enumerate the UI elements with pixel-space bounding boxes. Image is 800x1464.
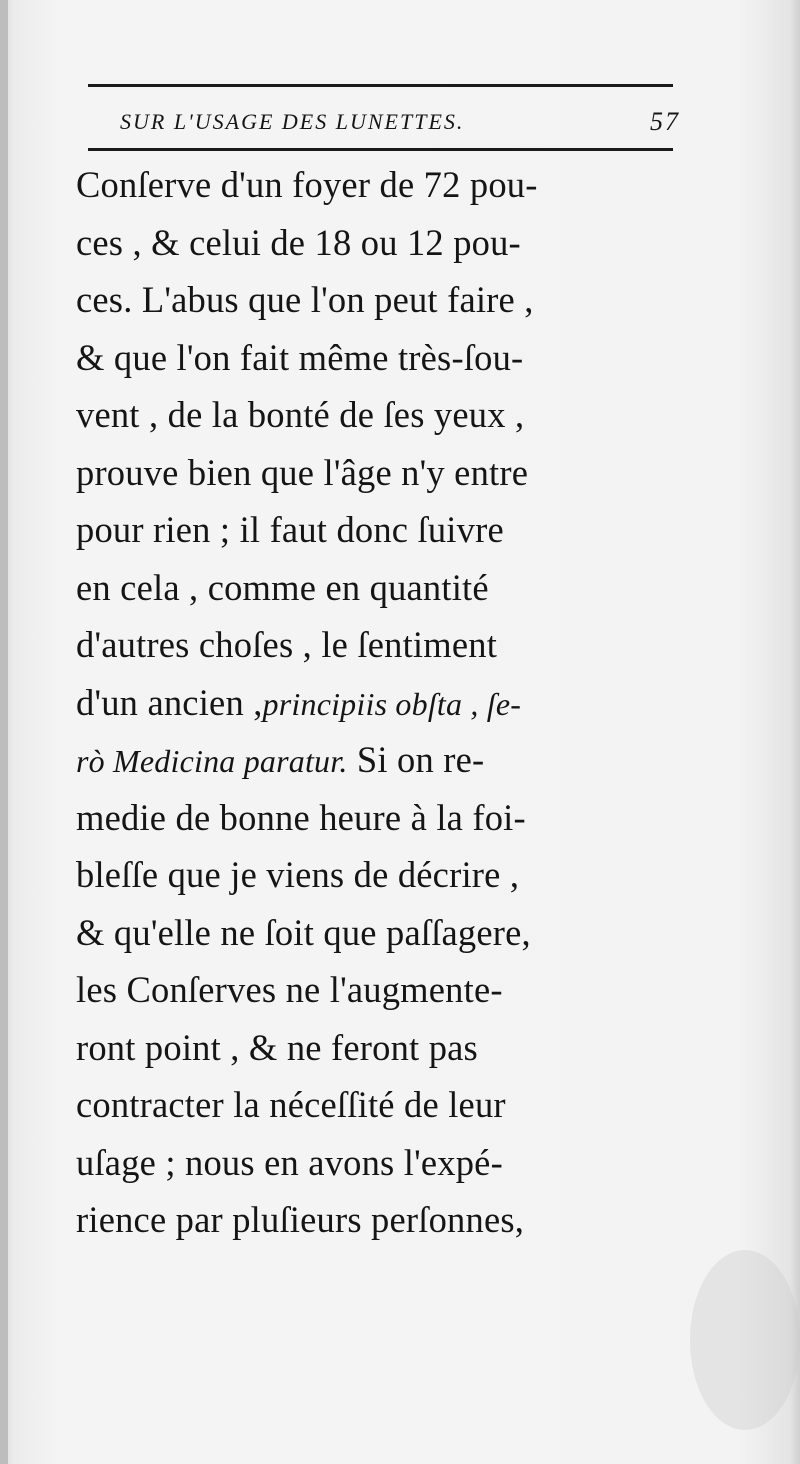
text-line: ces. L'abus que l'on peut faire , xyxy=(76,279,534,320)
header-rule-top xyxy=(88,84,673,87)
text-line: Conſerve d'un foyer de 72 pou- xyxy=(76,164,538,205)
text-line: prouve bien que l'âge n'y entre xyxy=(76,451,529,493)
text-line: ront point , & ne feront pas xyxy=(76,1026,478,1068)
text-line: bleſſe que je viens de décrire , xyxy=(76,854,520,895)
text-line: rò Medicina paratur. Si on re- xyxy=(76,739,485,780)
paper-stain xyxy=(690,1250,800,1430)
text-line: les Conſerves ne l'augmente- xyxy=(76,969,503,1010)
text-line: medie de bonne heure à la foi- xyxy=(76,796,526,838)
page-number: 57 xyxy=(650,107,680,136)
text-line: d'autres choſes , le ſentiment xyxy=(76,624,498,665)
text-line: & qu'elle ne ſoit que paſſagere, xyxy=(76,911,531,953)
text-line: vent , de la bonté de ſes yeux , xyxy=(76,394,525,435)
text-line: rience par pluſieurs perſonnes, xyxy=(76,1199,525,1240)
running-head xyxy=(120,104,680,140)
latin-quote: principiis obſta , ſe- xyxy=(262,685,522,722)
text-line: ces , & celui de 18 ou 12 pou- xyxy=(76,221,521,263)
text-line: d'un ancien ,principiis obſta , ſe- xyxy=(76,681,522,723)
text-line: en cela , comme en quantité xyxy=(76,566,489,608)
page-gutter-edge xyxy=(0,0,8,1464)
text-line: & que l'on fait même très-ſou- xyxy=(76,336,524,378)
text-line: uſage ; nous en avons l'expé- xyxy=(76,1141,503,1183)
body-text xyxy=(76,156,680,1249)
latin-quote: rò Medicina paratur. xyxy=(76,743,348,779)
running-title: SUR L'USAGE DES LUNETTES. xyxy=(120,109,465,134)
text-line: pour rien ; il faut donc ſuivre xyxy=(76,509,504,550)
header-rule-bottom xyxy=(88,148,673,151)
text-line: contracter la néceſſité de leur xyxy=(76,1084,506,1125)
